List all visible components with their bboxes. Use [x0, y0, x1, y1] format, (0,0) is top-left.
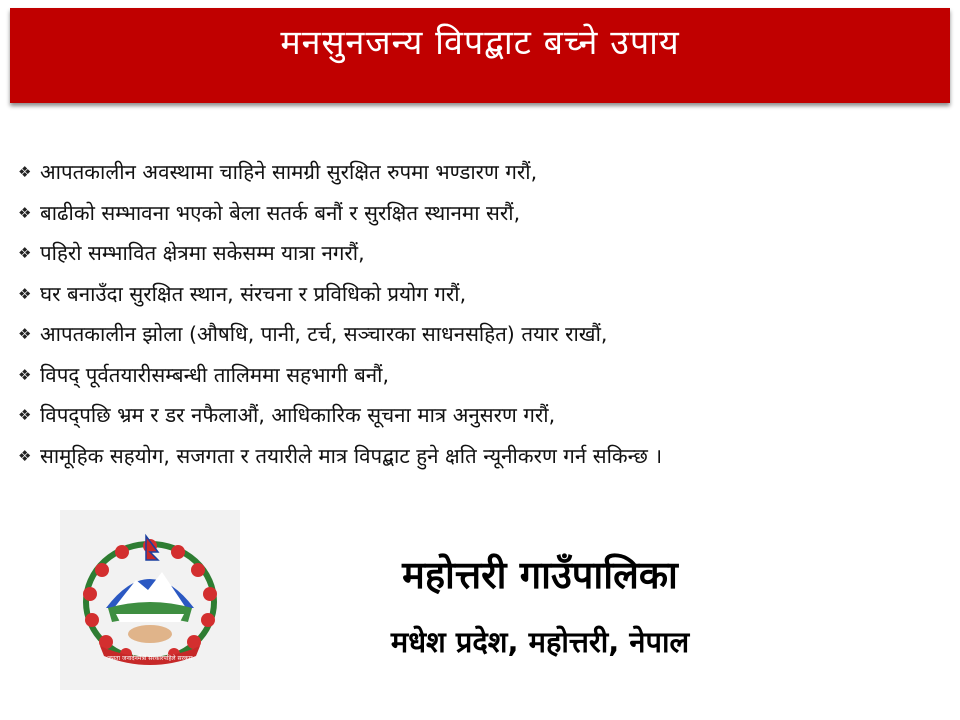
list-item: [18, 274, 948, 315]
diamond-bullet-icon: ❖: [18, 325, 32, 344]
tip-text: घर बनाउँदा सुरक्षित स्थान, संरचना र प्रविधिको प्रयोग गरौं,: [40, 281, 467, 306]
tip-text: पहिरो सम्भावित क्षेत्रमा सकेसम्म यात्रा नगरौं,: [40, 241, 365, 266]
title-banner: [10, 8, 950, 103]
diamond-bullet-icon: ❖: [18, 244, 32, 263]
tip-text: आपतकालीन झोला (औषधि, पानी, टर्च, सञ्चारका साधनसहित) तयार राखौं,: [40, 322, 608, 347]
list-item: [18, 314, 948, 355]
safety-tips-list: [18, 152, 948, 476]
list-item: [18, 436, 948, 477]
page-title: मनसुनजन्य विपद्बाट बच्ने उपाय: [280, 22, 680, 63]
diamond-bullet-icon: ❖: [18, 446, 32, 465]
tip-text: विपद्पछि भ्रम र डर नफैलाऔं, आधिकारिक सूचना मात्र अनुसरण गरौं,: [40, 403, 556, 428]
list-item: [18, 395, 948, 436]
organization-name: महोत्तरी गाउँपालिका: [402, 553, 678, 597]
organization-address: मधेश प्रदेश, महोत्तरी, नेपाल: [390, 625, 690, 659]
tip-text: आपतकालीन अवस्थामा चाहिने सामग्री सुरक्षित रुपमा भण्डारण गरौं,: [40, 160, 538, 185]
diamond-bullet-icon: ❖: [18, 365, 32, 384]
diamond-bullet-icon: ❖: [18, 284, 32, 303]
list-item: [18, 355, 948, 396]
diamond-bullet-icon: ❖: [18, 203, 32, 222]
tip-text: विपद् पूर्वतयारीसम्बन्धी तालिममा सहभागी बनौं,: [40, 362, 389, 387]
list-item: [18, 193, 948, 234]
tip-text: बाढीको सम्भावना भएको बेला सतर्क बनौं र सुरक्षित स्थानमा सरौं,: [40, 200, 521, 225]
emblem-panel: [60, 510, 240, 690]
tip-text: सामूहिक सहयोग, सजगता र तयारीले मात्र विपद्बाट हुने क्षति न्यूनीकरण गर्न सकिन्छ ।: [40, 443, 663, 468]
emblem-motto: जनता जनार्दनमैत्री सरकारपहिले सरकार: [107, 655, 193, 662]
list-item: [18, 233, 948, 274]
list-item: [18, 152, 948, 193]
diamond-bullet-icon: ❖: [18, 163, 32, 182]
nepal-government-emblem-icon: [70, 530, 230, 670]
diamond-bullet-icon: ❖: [18, 406, 32, 425]
